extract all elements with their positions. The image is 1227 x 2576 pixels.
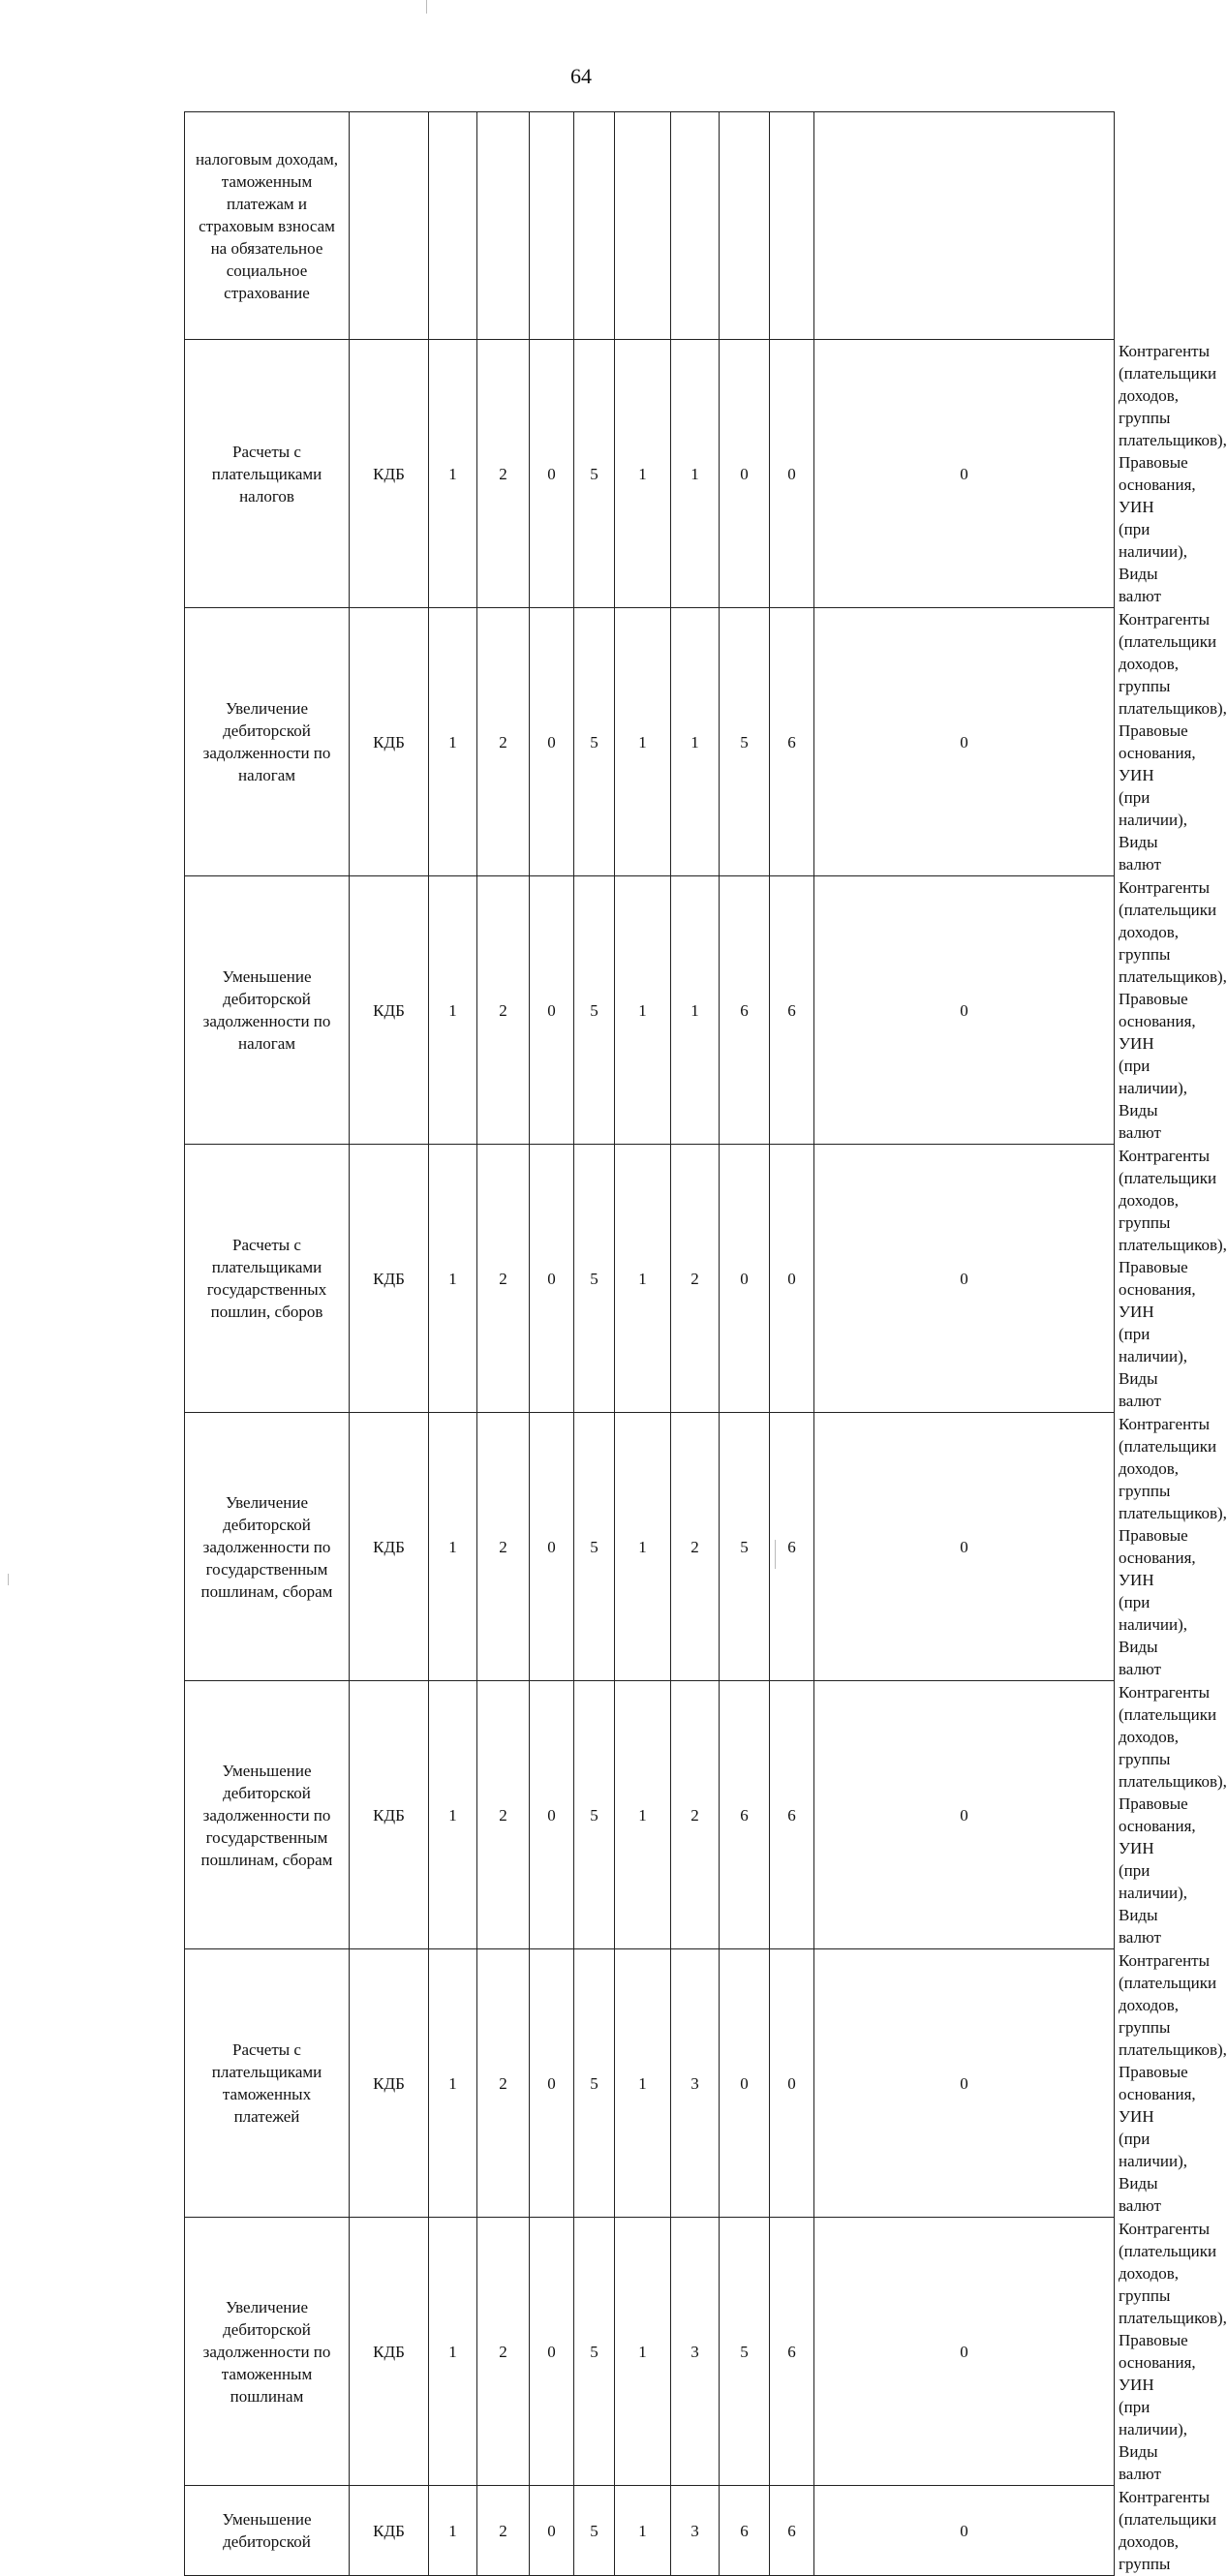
digit-cell: 2 (477, 1145, 530, 1413)
digit-cell: 1 (429, 1145, 477, 1413)
digit-cell: 1 (615, 1681, 671, 1949)
digit-cell: 0 (770, 340, 814, 608)
digit-cell: 0 (530, 1949, 574, 2218)
digit-cell: 1 (615, 876, 671, 1145)
digit-cell (814, 112, 1115, 340)
digit-cell: 6 (720, 1681, 770, 1949)
digit-cell (615, 112, 671, 340)
table-row: Уменьшение дебиторской задолженности по налогам КДБ 1 2 0 5 1 1 6 6 0 Контрагенты (плательщики доходов, группы плательщиков), Правовые основания, УИН (при наличии), Виды валют (185, 876, 1115, 1145)
digit-cell: 0 (530, 1413, 574, 1681)
table-row: Увеличение дебиторской задолженности по государственным пошлинам, сборам КДБ 1 2 0 5 1 2 5 6 0 Контрагенты (плательщики доходов, группы плательщиков), Правовые основания, УИН (при наличии), Виды валют (185, 1413, 1115, 1681)
accounts-table (184, 111, 1227, 2576)
digit-cell: 2 (671, 1681, 720, 1949)
digit-cell: 5 (574, 1949, 615, 2218)
digit-cell: 5 (574, 2486, 615, 2576)
account-name: Увеличение дебиторской задолженности по налогам (185, 608, 350, 876)
digit-cell: 6 (720, 876, 770, 1145)
digit-cell (671, 112, 720, 340)
digit-cell: 1 (429, 876, 477, 1145)
digit-cell: 0 (814, 608, 1115, 876)
digit-cell: 2 (477, 1681, 530, 1949)
table-row: Расчеты с плательщиками государственных пошлин, сборов КДБ 1 2 0 5 1 2 0 0 0 Контрагенты (плательщики доходов, группы плательщиков), Правовые основания, УИН (при наличии), Виды валют (185, 1145, 1115, 1413)
digit-cell: 1 (671, 608, 720, 876)
digit-cell: 6 (770, 608, 814, 876)
table-row: Увеличение дебиторской задолженности по налогам КДБ 1 2 0 5 1 1 5 6 0 Контрагенты (плательщики доходов, группы плательщиков), Правовые основания, УИН (при наличии), Виды валют (185, 608, 1115, 876)
table-row: Уменьшение дебиторской КДБ 1 2 0 5 1 3 6 6 0 Контрагенты (плательщики доходов, группы (185, 2486, 1115, 2576)
digit-cell: 3 (671, 2486, 720, 2576)
digit-cell: 1 (615, 2218, 671, 2486)
digit-cell: 3 (671, 2218, 720, 2486)
digit-cell: 1 (615, 1413, 671, 1681)
digit-cell: 0 (530, 876, 574, 1145)
digit-cell: 5 (574, 1413, 615, 1681)
digit-cell: 6 (770, 1681, 814, 1949)
account-code: КДБ (350, 1681, 429, 1949)
digit-cell: 0 (530, 2486, 574, 2576)
digit-cell: 6 (770, 2486, 814, 2576)
account-name: Уменьшение дебиторской (185, 2486, 350, 2576)
digit-cell: 1 (429, 608, 477, 876)
digit-cell: 1 (429, 2486, 477, 2576)
digit-cell: 1 (429, 1949, 477, 2218)
account-name: Уменьшение дебиторской задолженности по государственным пошлинам, сборам (185, 1681, 350, 1949)
digit-cell: 2 (477, 608, 530, 876)
account-code: КДБ (350, 1413, 429, 1681)
digit-cell (429, 112, 477, 340)
digit-cell: 0 (814, 1949, 1115, 2218)
digit-cell: 0 (720, 1949, 770, 2218)
table-row: Расчеты с плательщиками таможенных платежей КДБ 1 2 0 5 1 3 0 0 0 Контрагенты (плательщики доходов, группы плательщиков), Правовые основания, УИН (при наличии), Виды валют (185, 1949, 1115, 2218)
account-code: КДБ (350, 1145, 429, 1413)
digit-cell: 0 (814, 1413, 1115, 1681)
digit-cell: 2 (477, 1413, 530, 1681)
scan-artifact (8, 1574, 9, 1585)
digit-cell: 1 (671, 340, 720, 608)
scan-artifact (775, 1540, 776, 1569)
digit-cell: 0 (530, 2218, 574, 2486)
digit-cell: 6 (770, 2218, 814, 2486)
digit-cell: 1 (429, 340, 477, 608)
digit-cell: 2 (477, 2486, 530, 2576)
digit-cell: 0 (814, 1681, 1115, 1949)
digit-cell: 0 (720, 1145, 770, 1413)
digit-cell: 5 (574, 1681, 615, 1949)
scan-artifact (426, 0, 427, 14)
digit-cell (574, 112, 615, 340)
digit-cell: 0 (814, 2486, 1115, 2576)
digit-cell: 5 (574, 876, 615, 1145)
digit-cell (477, 112, 530, 340)
digit-cell: 5 (720, 608, 770, 876)
table-row: Уменьшение дебиторской задолженности по государственным пошлинам, сборам КДБ 1 2 0 5 1 2 6 6 0 Контрагенты (плательщики доходов, группы плательщиков), Правовые основания, УИН (при наличии), Виды валют (185, 1681, 1115, 1949)
account-code: КДБ (350, 2486, 429, 2576)
digit-cell: 5 (574, 608, 615, 876)
account-name: Увеличение дебиторской задолженности по таможенным пошлинам (185, 2218, 350, 2486)
digit-cell (720, 112, 770, 340)
digit-cell (530, 112, 574, 340)
digit-cell (770, 112, 814, 340)
digit-cell: 0 (770, 1949, 814, 2218)
account-name: Уменьшение дебиторской задолженности по налогам (185, 876, 350, 1145)
digit-cell: 0 (530, 608, 574, 876)
digit-cell: 5 (720, 1413, 770, 1681)
digit-cell: 3 (671, 1949, 720, 2218)
table-row: Расчеты с плательщиками налогов КДБ 1 2 0 5 1 1 0 0 0 Контрагенты (плательщики доходов, группы плательщиков), Правовые основания, УИН (при наличии), Виды валют (185, 340, 1115, 608)
digit-cell: 0 (814, 340, 1115, 608)
account-code: КДБ (350, 1949, 429, 2218)
page-number: 64 (570, 64, 592, 88)
digit-cell: 1 (429, 2218, 477, 2486)
account-name: Расчеты с плательщиками таможенных платежей (185, 1949, 350, 2218)
digit-cell: 0 (814, 2218, 1115, 2486)
digit-cell: 5 (720, 2218, 770, 2486)
table-row: Увеличение дебиторской задолженности по таможенным пошлинам КДБ 1 2 0 5 1 3 5 6 0 Контрагенты (плательщики доходов, группы плательщиков), Правовые основания, УИН (при наличии), Виды валют (185, 2218, 1115, 2486)
digit-cell: 6 (770, 876, 814, 1145)
digit-cell: 0 (530, 1145, 574, 1413)
account-code: КДБ (350, 608, 429, 876)
digit-cell: 1 (615, 608, 671, 876)
digit-cell: 6 (770, 1413, 814, 1681)
digit-cell: 0 (770, 1145, 814, 1413)
account-name: Увеличение дебиторской задолженности по государственным пошлинам, сборам (185, 1413, 350, 1681)
account-name: налоговым доходам, таможенным платежам и страховым взносам на обязательное социальное страхование (185, 112, 350, 340)
digit-cell: 2 (477, 1949, 530, 2218)
digit-cell: 1 (429, 1681, 477, 1949)
digit-cell: 0 (530, 340, 574, 608)
account-code: КДБ (350, 340, 429, 608)
account-code (350, 112, 429, 340)
digit-cell: 1 (671, 876, 720, 1145)
account-code: КДБ (350, 876, 429, 1145)
digit-cell: 0 (530, 1681, 574, 1949)
digit-cell: 1 (615, 340, 671, 608)
digit-cell: 2 (477, 2218, 530, 2486)
digit-cell: 2 (477, 340, 530, 608)
table-row (185, 112, 1115, 340)
digit-cell: 2 (671, 1145, 720, 1413)
digit-cell: 5 (574, 2218, 615, 2486)
digit-cell: 2 (671, 1413, 720, 1681)
digit-cell: 2 (477, 876, 530, 1145)
digit-cell: 6 (720, 2486, 770, 2576)
digit-cell: 0 (720, 340, 770, 608)
digit-cell: 5 (574, 340, 615, 608)
digit-cell: 1 (615, 1145, 671, 1413)
digit-cell: 1 (429, 1413, 477, 1681)
digit-cell: 0 (814, 876, 1115, 1145)
digit-cell: 1 (615, 1949, 671, 2218)
account-name: Расчеты с плательщиками государственных пошлин, сборов (185, 1145, 350, 1413)
account-name: Расчеты с плательщиками налогов (185, 340, 350, 608)
digit-cell: 0 (814, 1145, 1115, 1413)
account-code: КДБ (350, 2218, 429, 2486)
digit-cell: 1 (615, 2486, 671, 2576)
digit-cell: 5 (574, 1145, 615, 1413)
